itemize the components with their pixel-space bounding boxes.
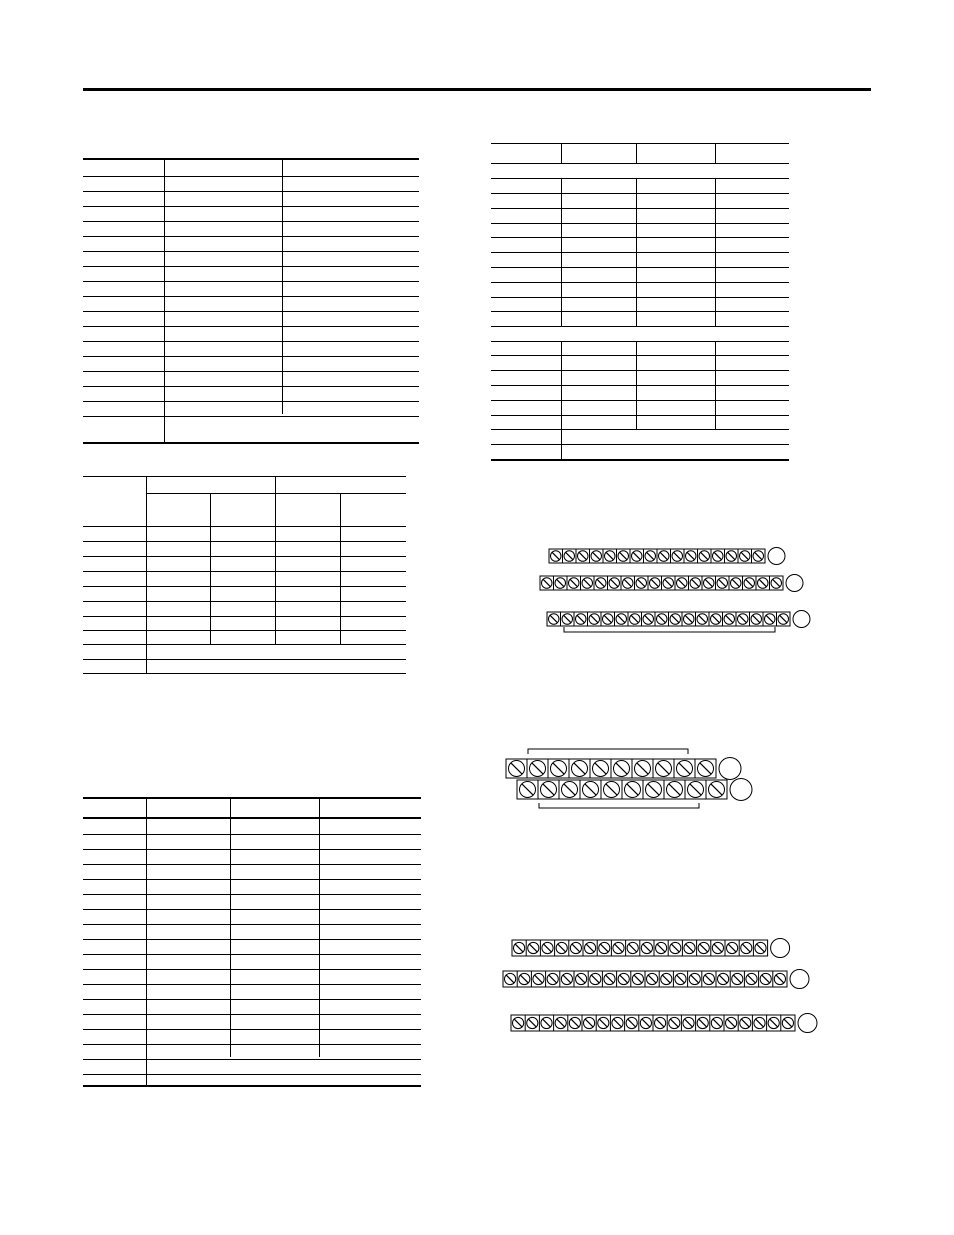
terminal-id-circle-icon: [768, 548, 785, 565]
terminal-id-circle-icon: [730, 779, 752, 801]
terminal-id-circle-icon: [790, 970, 809, 989]
terminal-bracket: [539, 803, 699, 808]
terminal-id-circle-icon: [798, 1014, 817, 1033]
terminal-bracket: [528, 749, 688, 754]
terminal-id-circle-icon: [793, 611, 810, 628]
terminal-id-circle-icon: [719, 758, 741, 780]
terminal-id-circle-icon: [786, 575, 803, 592]
terminal-bracket: [564, 627, 775, 632]
terminal-id-circle-icon: [771, 939, 790, 958]
